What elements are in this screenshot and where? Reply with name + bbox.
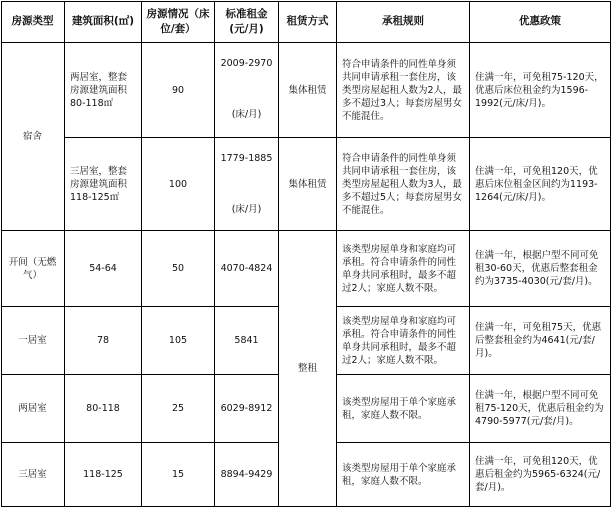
header-supply: 房源情况（床位/套） xyxy=(142,1,215,43)
studio-rent: 4070-4824 xyxy=(215,231,279,307)
studio-rule: 该类型房屋单身和家庭均可承租。符合申请条件的同性单身共同承租时，最多不超过2人；家庭人数不限。 xyxy=(337,231,470,307)
one-bedroom-rule: 该类型房屋单身和家庭均可承租。符合申请条件的同性单身共同承租时，最多不超过2人；家庭人数不限。 xyxy=(337,307,470,375)
dorm-row2-rent-value: 1779-1885 xyxy=(220,153,273,164)
one-bedroom-policy: 住满一年，可免租75天，优惠后整套租金约为4641(元/套/月)。 xyxy=(470,307,611,375)
studio-policy: 住满一年，根据户型不同可免租30-60天，优惠后整套租金约为3735-4030(元/套/月)。 xyxy=(470,231,611,307)
header-room-type: 房源类型 xyxy=(1,1,65,43)
studio-type: 开间（无燃气） xyxy=(1,231,65,307)
dorm-row1-rule: 符合申请条件的同性单身须共同申请承租一套住房，该类型房屋起租人数为2人，最多不超过3人；每套房屋男女不能混住。 xyxy=(337,43,470,138)
dorm-row2-rule: 符合申请条件的同性单身须共同申请承租一套住房，该类型房屋起租人数为3人，最多不超过5人；每套房屋男女不能混住。 xyxy=(337,138,470,231)
dorm-row1-area: 两居室，整套房源建筑面积80-118㎡ xyxy=(65,43,142,138)
dormitory-label: 宿舍 xyxy=(1,43,65,231)
dorm-row1-rent xyxy=(215,43,279,138)
dorm-row1-count: 90 xyxy=(142,43,215,138)
two-bedroom-policy: 住满一年，根据户型不同可免租75-120天，优惠后租金约为4790-5977(元/套/月)。 xyxy=(470,375,611,443)
header-rent-title: 标准租金 xyxy=(225,7,268,20)
dorm-row2-area: 三居室，整套房源建筑面积118-125㎡ xyxy=(65,138,142,231)
dorm-row2-rent xyxy=(215,138,279,231)
three-bedroom-rule: 该类型房屋用于单个家庭承租，家庭人数不限。 xyxy=(337,443,470,507)
header-area: 建筑面积(㎡) xyxy=(65,1,142,43)
three-bedroom-count: 15 xyxy=(142,443,215,507)
dorm-row2-policy: 住满一年，可免租120天，优惠后床位租金区间约为1193-1264(元/床/月)。 xyxy=(470,138,611,231)
one-bedroom-type: 一居室 xyxy=(1,307,65,375)
three-bedroom-rent: 8894-9429 xyxy=(215,443,279,507)
studio-count: 50 xyxy=(142,231,215,307)
one-bedroom-area: 78 xyxy=(65,307,142,375)
header-lease-mode: 租赁方式 xyxy=(279,1,337,43)
rental-table xyxy=(1,1,611,507)
dorm-row1-rent-unit: (床/月) xyxy=(231,109,262,120)
two-bedroom-area: 80-118 xyxy=(65,375,142,443)
three-bedroom-area: 118-125 xyxy=(65,443,142,507)
dorm-row1-mode: 集体租赁 xyxy=(279,43,337,138)
three-bedroom-policy: 住满一年，可免租120天，优惠后租金约为5965-6324(元/套/月)。 xyxy=(470,443,611,507)
dorm-row2-count: 100 xyxy=(142,138,215,231)
dorm-row1-policy: 住满一年，可免租75-120天，优惠后床位租金约为1596-1992(元/床/月)。 xyxy=(470,43,611,138)
header-rent xyxy=(215,1,279,43)
studio-area: 54-64 xyxy=(65,231,142,307)
two-bedroom-rent: 6029-8912 xyxy=(215,375,279,443)
two-bedroom-type: 两居室 xyxy=(1,375,65,443)
one-bedroom-count: 105 xyxy=(142,307,215,375)
two-bedroom-rule: 该类型房屋用于单个家庭承租，家庭人数不限。 xyxy=(337,375,470,443)
three-bedroom-type: 三居室 xyxy=(1,443,65,507)
dorm-row2-rent-unit: (床/月) xyxy=(231,204,262,215)
dorm-row1-rent-value: 2009-2970 xyxy=(220,58,273,69)
header-rent-unit: (元/月) xyxy=(229,22,264,35)
header-policy: 优惠政策 xyxy=(470,1,611,43)
one-bedroom-rent: 5841 xyxy=(215,307,279,375)
header-rules: 承租规则 xyxy=(337,1,470,43)
two-bedroom-count: 25 xyxy=(142,375,215,443)
whole-rent-label: 整租 xyxy=(279,231,337,507)
dorm-row2-mode: 集体租赁 xyxy=(279,138,337,231)
